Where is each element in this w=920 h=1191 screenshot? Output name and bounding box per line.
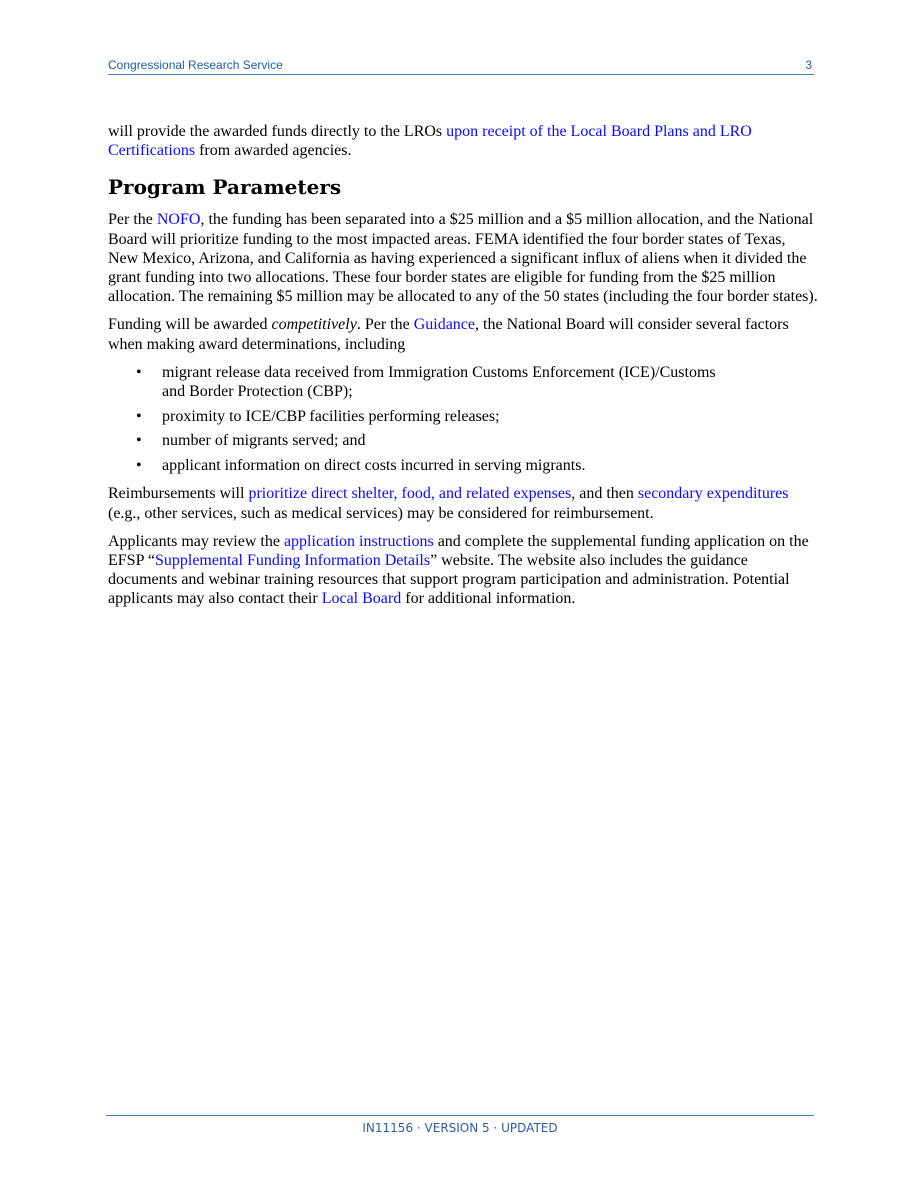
competitively-text: competitively (271, 316, 357, 334)
footer-version: IN11156 · VERSION 5 · UPDATED (362, 1121, 558, 1135)
footer-divider (106, 1115, 814, 1116)
p4-text-1: Applicants may review the (108, 532, 284, 550)
p4-text-4: for additional information. (401, 590, 576, 608)
reimbursement-paragraph (108, 484, 818, 522)
p1-text-1: Per the (108, 211, 157, 229)
list-item (108, 456, 818, 475)
list-item-text: proximity to ICE/CBP facilities performing releases; (162, 407, 500, 425)
list-item (108, 431, 818, 450)
list-item-text: number of migrants served; and (162, 432, 366, 450)
list-item-text: applicant information on direct costs incurred in serving migrants. (162, 457, 586, 475)
funding-paragraph (108, 210, 818, 306)
list-item (108, 363, 818, 401)
guidance-link[interactable]: Guidance (413, 316, 476, 334)
p2-text-1: Funding will be awarded (108, 316, 272, 334)
section-heading: Program Parameters (108, 175, 342, 200)
local-board-link[interactable]: Local Board (321, 590, 402, 608)
prioritize-expenses-link[interactable]: prioritize direct shelter, food, and related expenses (248, 485, 572, 503)
factors-list (108, 363, 818, 476)
p1-text-2: , the funding has been separated into a $25 million and a $5 million allocation, and the National Board will prioritize funding to the most impacted areas. FEMA identified the four border states of Texas, New Mexico, Arizona, and California as having experienced a significant influx of aliens when it divided the grant funding into two allocations. These four border states are eligible for funding from the $25 million allocation. The remaining $5 million may be allocated to any of the 50 states (including the four border states). (108, 211, 818, 306)
p3-text-3: (e.g., other services, such as medical services) may be considered for reimbursement. (108, 504, 654, 522)
application-instructions-link[interactable]: application instructions (283, 532, 434, 550)
applicants-paragraph (108, 532, 818, 609)
p4-text-3: ” website. The website also includes the guidance documents and webinar training resources that support program participation and administration. Potential applicants may also contact their (108, 551, 790, 608)
bullet-icon: • (136, 457, 142, 475)
list-item-text-cont: and Border Protection (CBP); (162, 383, 353, 401)
intro-paragraph (108, 122, 818, 160)
list-item (108, 407, 818, 426)
p4-text-2: and complete the supplemental funding application on the EFSP “ (108, 532, 809, 569)
intro-text-2: from awarded agencies. (195, 142, 352, 160)
nofo-link[interactable]: NOFO (156, 211, 201, 229)
award-paragraph (108, 315, 818, 353)
p2-text-3: , the National Board will consider several factors when making award determinations, including (108, 316, 789, 353)
secondary-expenditures-link[interactable]: secondary expenditures (637, 485, 789, 503)
running-header (108, 57, 814, 75)
p2-text-2: . Per the (356, 316, 414, 334)
bullet-icon: • (136, 407, 142, 425)
p3-text-1: Reimbursements will (108, 485, 249, 503)
supplemental-funding-link[interactable]: Supplemental Funding Information Details (154, 551, 431, 569)
page-number: 3 (805, 58, 812, 72)
bullet-icon: • (136, 363, 142, 381)
local-board-plans-link[interactable]: upon receipt of the Local Board Plans and LRO Certifications (108, 123, 752, 160)
bullet-icon: • (136, 432, 142, 450)
document-body (108, 122, 818, 618)
header-title: Congressional Research Service (108, 58, 283, 72)
intro-text-1: will provide the awarded funds directly to the LROs (108, 123, 447, 140)
p3-text-2: , and then (571, 485, 638, 503)
list-item-text: migrant release data received from Immigration Customs Enforcement (ICE)/Customs (162, 363, 716, 381)
header-divider (108, 74, 814, 75)
